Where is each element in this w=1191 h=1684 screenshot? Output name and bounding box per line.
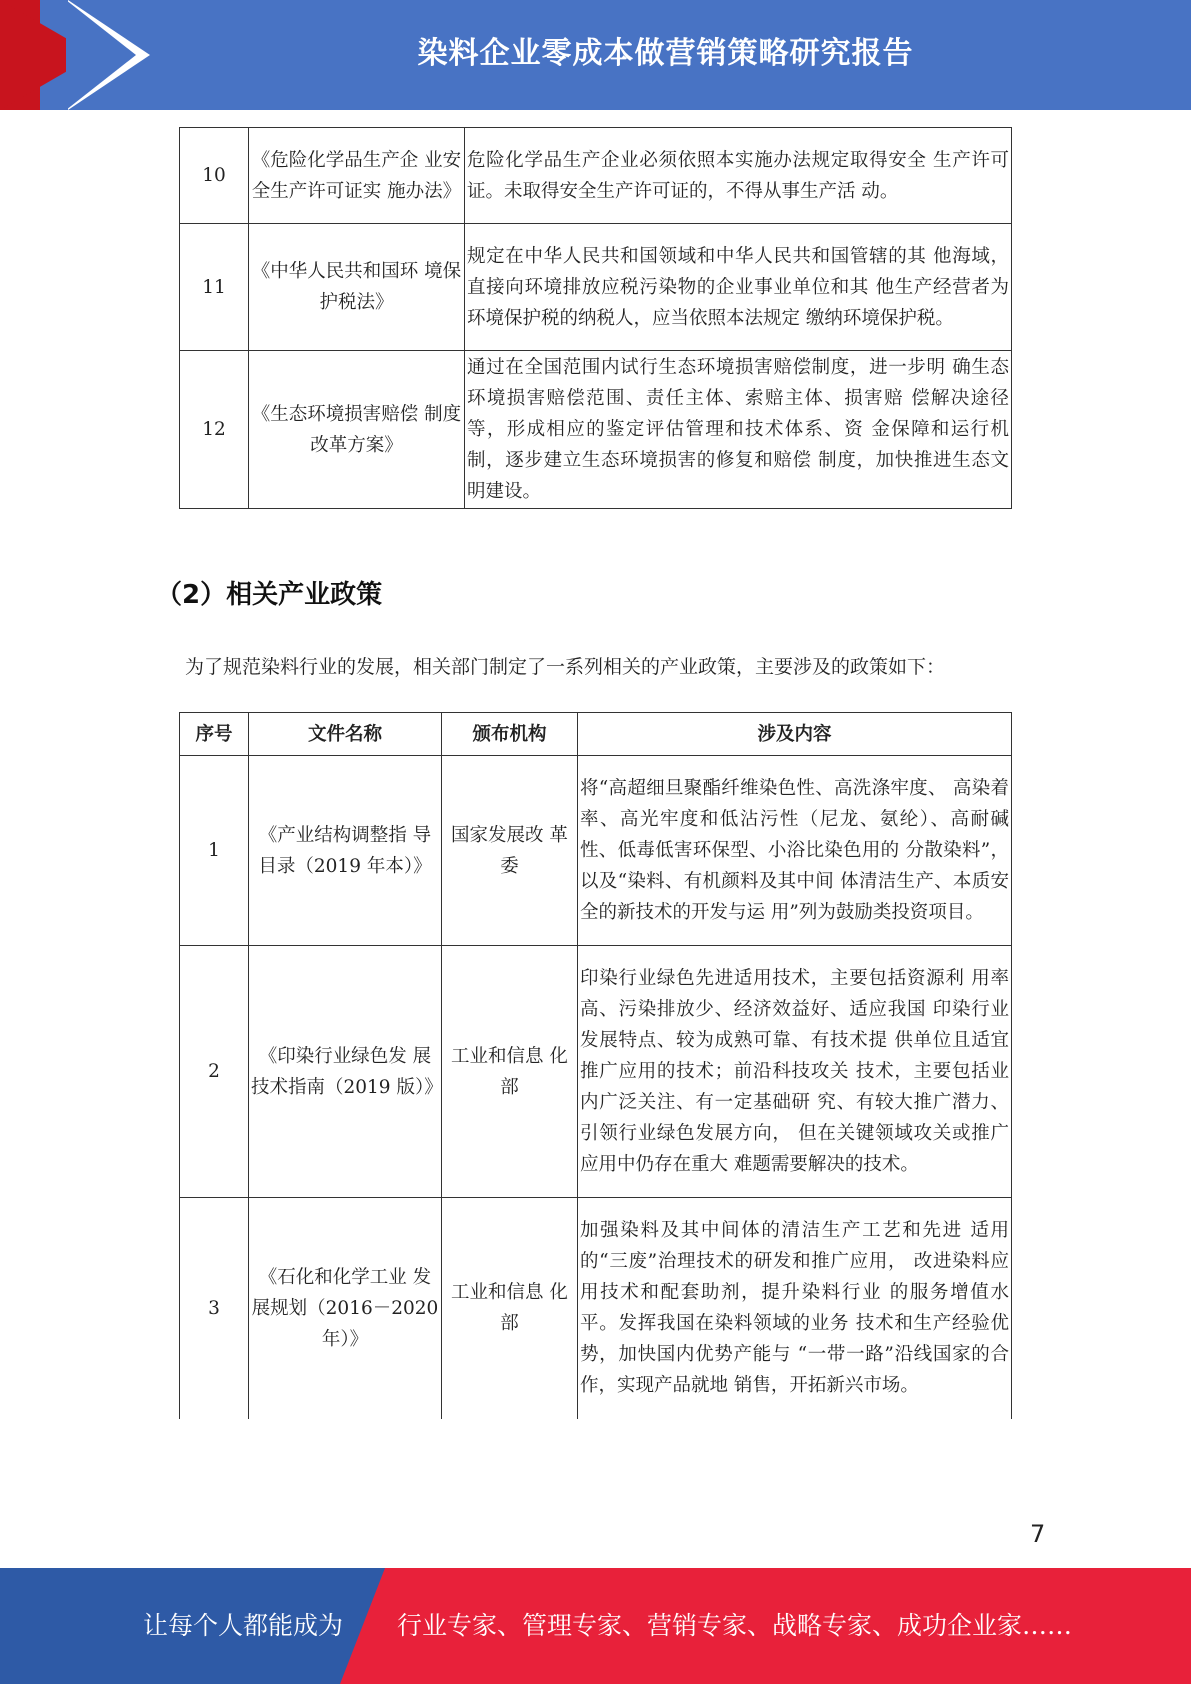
report-title: 染料企业零成本做营销策略研究报告	[417, 36, 914, 71]
row-number: 10	[180, 128, 249, 224]
header-org: 颁布机构	[442, 713, 578, 756]
row-number: 2	[180, 946, 249, 1198]
issuing-body: 工业和信息 化部	[442, 946, 578, 1198]
section-heading: （2）相关产业政策	[156, 580, 383, 610]
page-header	[0, 0, 1191, 110]
document-name: 《危险化学品生产企 业安全生产许可证实 施办法》	[249, 128, 465, 224]
document-name: 《产业结构调整指 导目录（2019 年本）》	[249, 756, 442, 946]
table-row	[180, 756, 1012, 946]
table-row	[180, 128, 1012, 224]
page-footer	[0, 1568, 1191, 1684]
document-name: 《中华人民共和国环 境保护税法》	[249, 224, 465, 351]
footer-blue-slant	[340, 1568, 385, 1684]
content-cell: 规定在中华人民共和国领域和中华人民共和国管辖的其 他海域，直接向环境排放应税污染物的企业事业单位和其 他生产经营者为环境保护税的纳税人，应当依照本法规定 缴纳环境保护税。	[465, 224, 1012, 351]
header-name: 文件名称	[249, 713, 442, 756]
table-row	[180, 224, 1012, 351]
footer-slogan-left: 让每个人都能成为	[143, 1611, 344, 1640]
table-row	[180, 946, 1012, 1198]
footer-slogan-right: 行业专家、管理专家、营销专家、战略专家、成功企业家……	[397, 1611, 1073, 1640]
row-number: 12	[180, 351, 249, 509]
document-name: 《印染行业绿色发 展技术指南（2019 版）》	[249, 946, 442, 1198]
issuing-body: 工业和信息 化部	[442, 1198, 578, 1419]
issuing-body: 国家发展改 革委	[442, 756, 578, 946]
page-number: 7	[1030, 1520, 1046, 1548]
table-row	[180, 351, 1012, 509]
row-number: 11	[180, 224, 249, 351]
header-num: 序号	[180, 713, 249, 756]
document-name: 《石化和化学工业 发展规划（2016－2020 年）》	[249, 1198, 442, 1419]
row-number: 1	[180, 756, 249, 946]
content-cell: 加强染料及其中间体的清洁生产工艺和先进 适用的“三废”治理技术的研发和推广应用， 改进染料应用技术和配套助剂，提升染料行业 的服务增值水平。发挥我国在染料领域的业务 技术和生产经验优势，加快国内优势产能与 “一带一路”沿线国家的合作，实现产品就地 销售，开拓新兴市场。	[578, 1198, 1012, 1419]
table-header-row	[180, 713, 1012, 756]
content-cell: 将“高超细旦聚酯纤维染色性、高洗涤牢度、 高染着率、高光牢度和低沾污性（尼龙、氨纶）、高耐碱性、低毒低害环保型、小浴比染色用的 分散染料”，以及“染料、有机颜料及其中间 体清洁生产、本质安全的新技术的开发与运 用”列为鼓励类投资项目。	[578, 756, 1012, 946]
content-cell: 危险化学品生产企业必须依照本实施办法规定取得安全 生产许可证。未取得安全生产许可证的，不得从事生产活 动。	[465, 128, 1012, 224]
content-cell: 印染行业绿色先进适用技术，主要包括资源利 用率高、污染排放少、经济效益好、适应我国 印染行业发展特点、较为成熟可靠、有技术提 供单位且适宜推广应用的技术；前沿科技攻关 技术，主要包括业内广泛关注、有一定基础研 究、有较大推广潜力、引领行业绿色发展方向， 但在关键领域攻关或推广应用中仍存在重大 难题需要解决的技术。	[578, 946, 1012, 1198]
table-row	[180, 1198, 1012, 1419]
section-intro: 为了规范染料行业的发展，相关部门制定了一系列相关的产业政策，主要涉及的政策如下：	[185, 656, 946, 678]
laws-table	[179, 127, 1012, 509]
row-number: 3	[180, 1198, 249, 1419]
header-content: 涉及内容	[578, 713, 1012, 756]
document-name: 《生态环境损害赔偿 制度改革方案》	[249, 351, 465, 509]
content-cell: 通过在全国范围内试行生态环境损害赔偿制度，进一步明 确生态环境损害赔偿范围、责任主体、索赔主体、损害赔 偿解决途径等，形成相应的鉴定评估管理和技术体系、资 金保障和运行机制，逐步建立生态环境损害的修复和赔偿 制度，加快推进生态文明建设。	[465, 351, 1012, 509]
industry-policy-table	[179, 712, 1012, 1419]
